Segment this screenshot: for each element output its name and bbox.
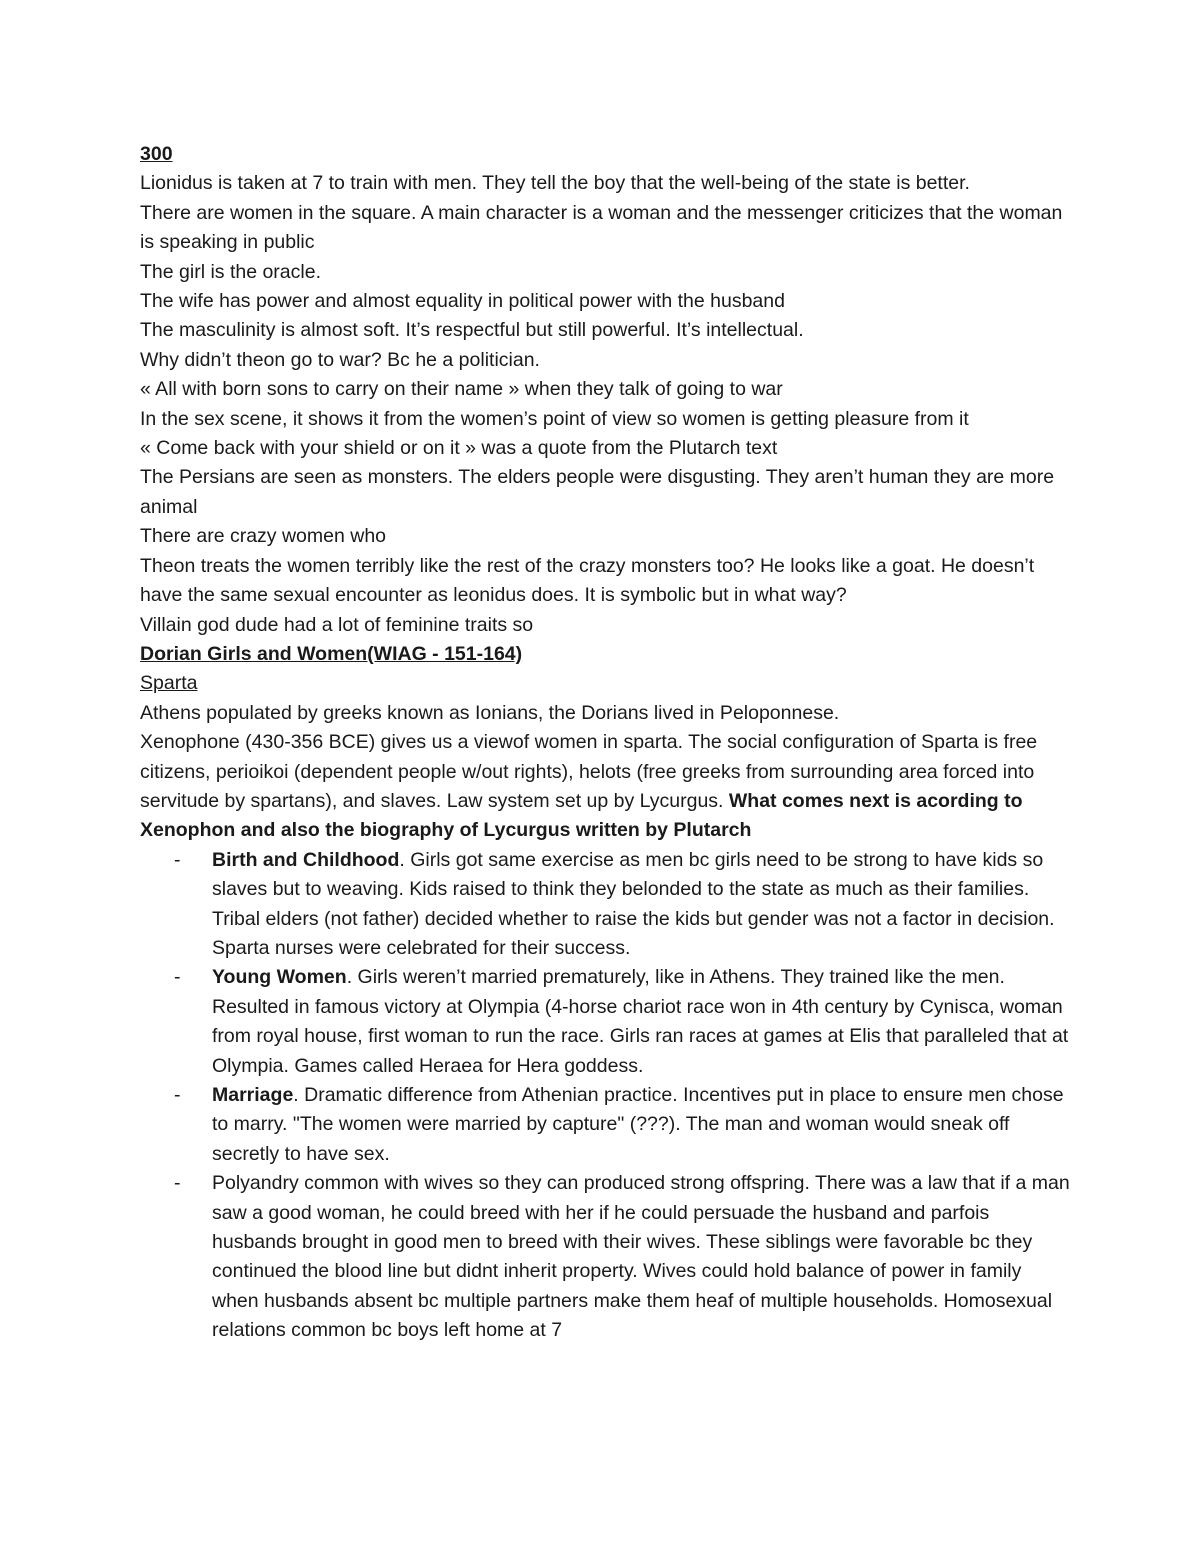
- list-item: [140, 1081, 1070, 1169]
- notes-300: [140, 169, 1070, 640]
- note-line: The wife has power and almost equality in political power with the husband: [140, 290, 785, 313]
- note-line: Villain god dude had a lot of feminine traits so: [140, 613, 534, 636]
- page-title: 300: [140, 143, 173, 165]
- note-line: There are women in the square. A main character is a woman and the messenger criticizes that the woman is speaking in public: [140, 201, 1063, 254]
- bullet-marker: -: [174, 848, 181, 871]
- bullet-marker: -: [174, 1172, 181, 1195]
- bullet-list: [140, 846, 1070, 1346]
- section-heading: Dorian Girls and Women(WIAG - 151-164): [140, 642, 523, 665]
- bullet-marker: -: [174, 966, 181, 989]
- bullet-text: . Girls weren’t married prematurely, like in Athens. They trained like the men. Resulted in famous victory at Olympia (4-horse chariot race won in 4th century by Cynisca, woman from royal house, first woman to run the race. Girls ran races at games at Elis that paralleled that at Olympia. Games called Heraea for Hera goddess.: [212, 966, 1069, 1077]
- intro-paragraph: [140, 728, 1070, 846]
- intro-text: Xenophone (430-356 BCE) gives us a viewof women in sparta. The social configuration of Sparta is free citizens, perioikoi (dependent people w/out rights), helots (free greeks from surrounding area forced into servitude by spartans), and slaves. Law system set up by Lycurgus.: [140, 731, 1038, 812]
- note-line: « All with born sons to carry on their name » when they talk of going to war: [140, 378, 783, 401]
- note-line: The girl is the oracle.: [140, 260, 321, 283]
- list-item: [140, 1169, 1070, 1345]
- intro-paragraph: Athens populated by greeks known as Ionians, the Dorians lived in Peloponnese.: [140, 701, 840, 724]
- bullet-text: . Girls got same exercise as men bc girls need to be strong to have kids so slaves but to weaving. Kids raised to think they belonded to the state as much as their families. Tribal elders (not father) decided whether to raise the kids but gender was not a factor in decision. Sparta nurses were celebrated for their success.: [212, 848, 1055, 959]
- bullet-label: Birth and Childhood: [212, 848, 400, 871]
- note-line: Lionidus is taken at 7 to train with men. They tell the boy that the well-being of the state is better.: [140, 172, 970, 195]
- intro-bold-text: What comes next is acording to Xenophon and also the biography of Lycurgus written by Plutarch: [140, 789, 1023, 842]
- note-line: The Persians are seen as monsters. The elders people were disgusting. They aren’t human they are more animal: [140, 466, 1055, 518]
- list-item: [140, 846, 1070, 964]
- bullet-label: Marriage: [212, 1084, 294, 1106]
- note-line: « Come back with your shield or on it » was a quote from the Plutarch text: [140, 437, 778, 460]
- list-item: [140, 963, 1070, 1081]
- document-page: [140, 140, 1070, 1346]
- bullet-text: Polyandry common with wives so they can produced strong offspring. There was a law that if a man saw a good woman, he could breed with her if he could persuade the husband and parfois husbands brought in good men to breed with their wives. These siblings were favorable bc they continued the blood line but didnt inherit property. Wives could hold balance of power in family when husbands absent bc multiple partners make them heaf of multiple households. Homosexual relations common bc boys left home at 7: [212, 1172, 1070, 1342]
- note-line: There are crazy women who: [140, 525, 387, 548]
- section-subheading: Sparta: [140, 672, 198, 695]
- note-line: Why didn’t theon go to war? Bc he a politician.: [140, 348, 540, 371]
- bullet-label: Young Women: [212, 966, 347, 989]
- bullet-text: . Dramatic difference from Athenian practice. Incentives put in place to ensure men chose to marry. "The women were married by capture" (???). The man and woman would sneak off secretly to have sex.: [212, 1084, 1064, 1165]
- bullet-marker: -: [174, 1084, 181, 1106]
- note-line: Theon treats the women terribly like the rest of the crazy monsters too? He looks like a goat. He doesn’t have the same sexual encounter as leonidus does. It is symbolic but in what way?: [140, 554, 1035, 607]
- note-line: The masculinity is almost soft. It’s respectful but still powerful. It’s intellectual.: [140, 319, 804, 342]
- note-line: In the sex scene, it shows it from the women’s point of view so women is getting pleasure from it: [140, 407, 969, 430]
